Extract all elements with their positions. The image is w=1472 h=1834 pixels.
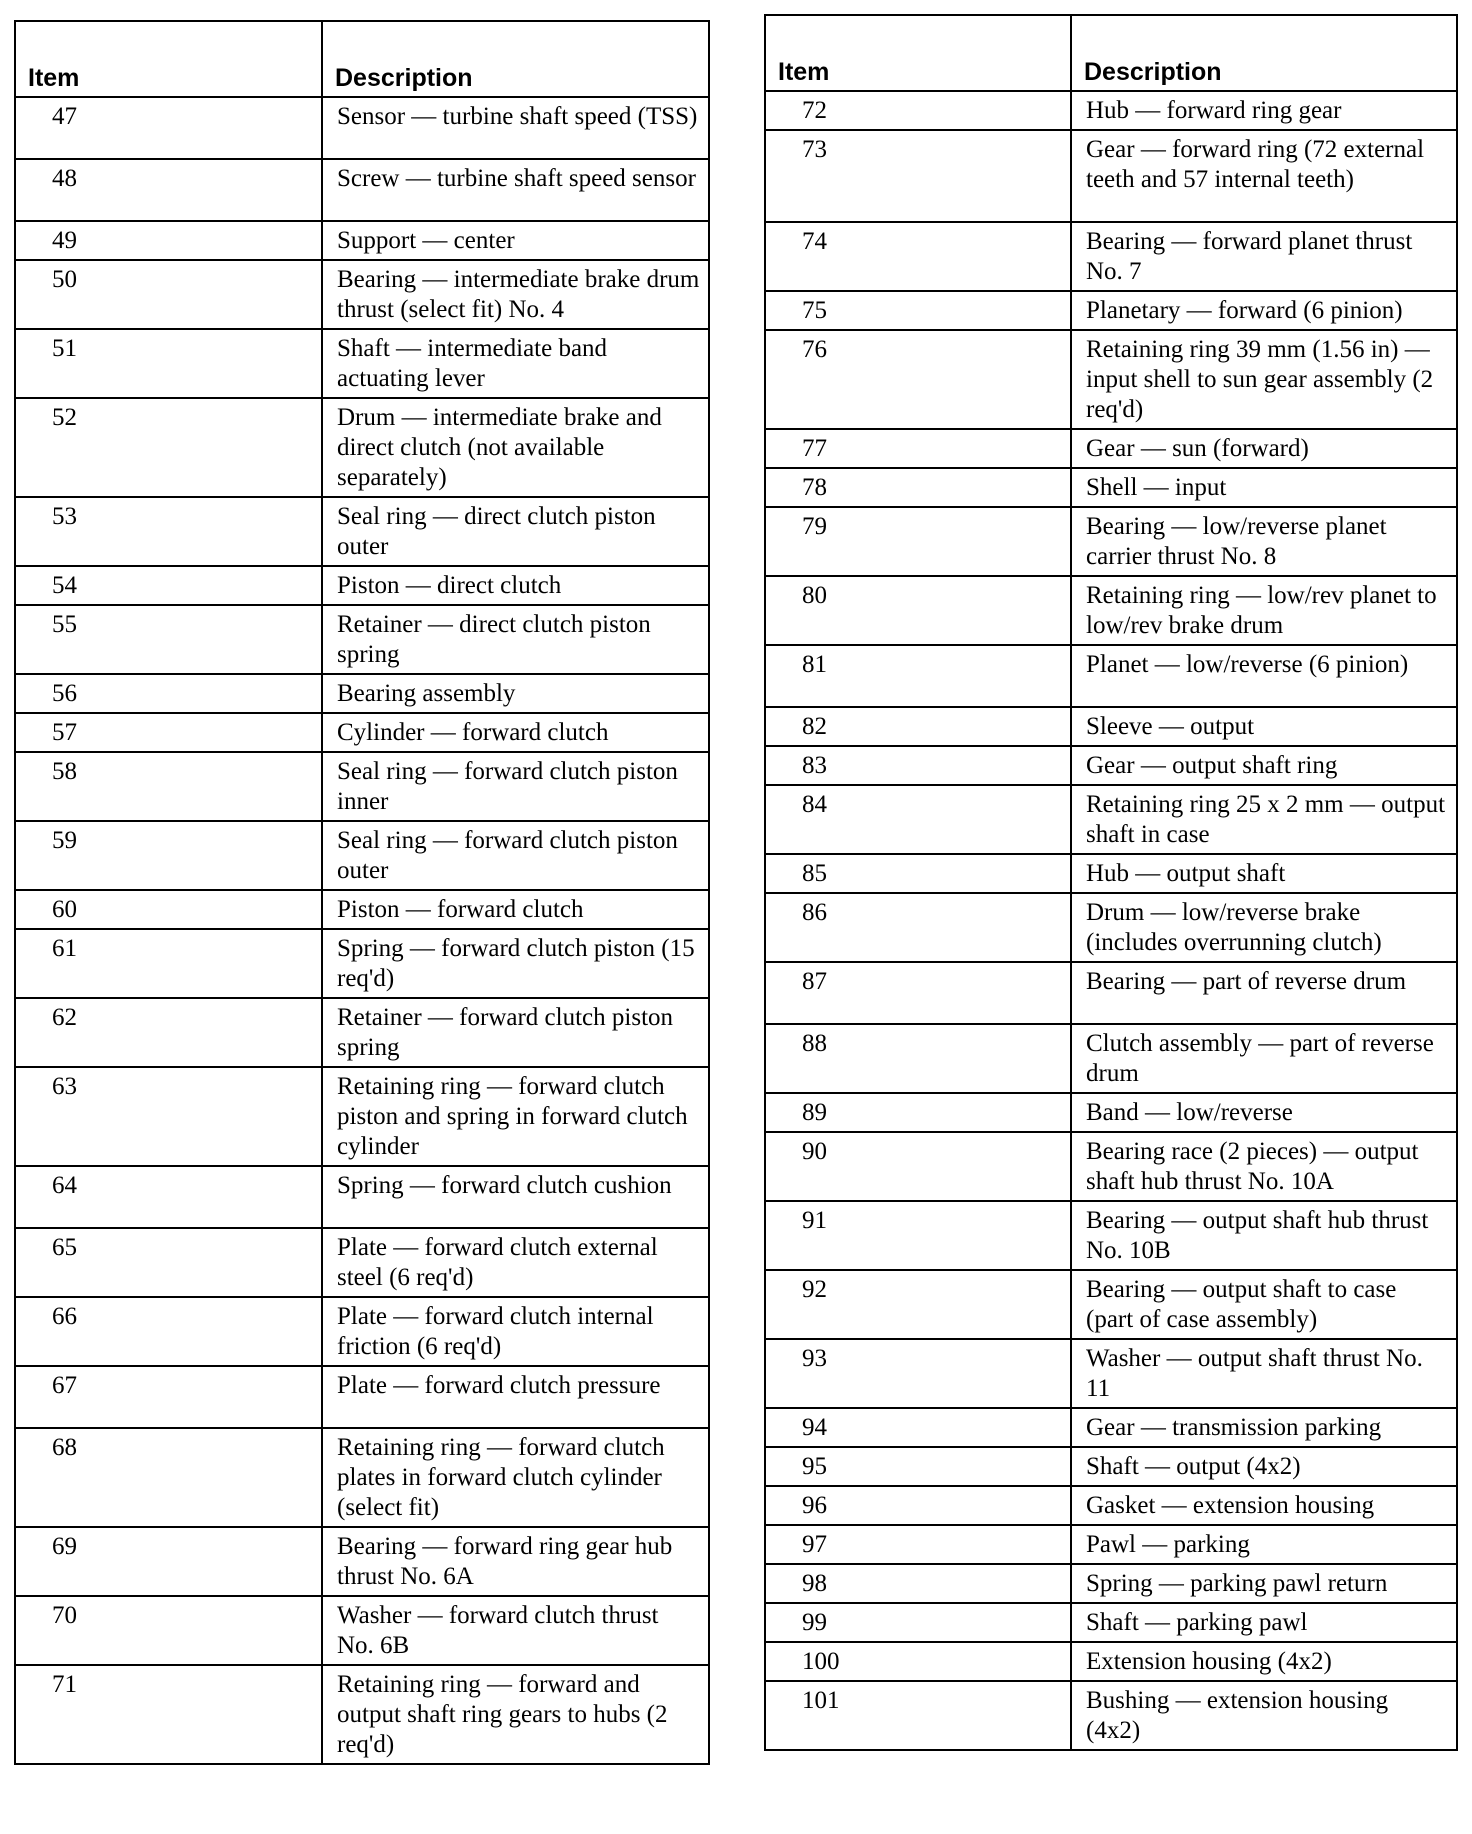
table-row bbox=[765, 222, 1457, 291]
item-number: 52 bbox=[15, 398, 322, 497]
item-description: Washer — forward clutch thrust No. 6B bbox=[322, 1596, 709, 1665]
table-row bbox=[765, 1024, 1457, 1093]
table-row bbox=[15, 1166, 709, 1228]
table-row bbox=[765, 291, 1457, 330]
item-description: Washer — output shaft thrust No. 11 bbox=[1071, 1339, 1457, 1408]
table-row bbox=[765, 962, 1457, 1024]
table-row bbox=[765, 1408, 1457, 1447]
item-number: 66 bbox=[15, 1297, 322, 1366]
item-description: Planet — low/reverse (6 pinion) bbox=[1071, 645, 1457, 707]
item-header: Item bbox=[765, 15, 1071, 91]
table-row bbox=[765, 1486, 1457, 1525]
item-description: Plate — forward clutch pressure bbox=[322, 1366, 709, 1428]
item-number: 59 bbox=[15, 821, 322, 890]
item-description: Spring — forward clutch cushion bbox=[322, 1166, 709, 1228]
item-number: 86 bbox=[765, 893, 1071, 962]
item-number: 96 bbox=[765, 1486, 1071, 1525]
item-description: Sleeve — output bbox=[1071, 707, 1457, 746]
table-row bbox=[15, 752, 709, 821]
item-description: Plate — forward clutch external steel (6 req'd) bbox=[322, 1228, 709, 1297]
item-description: Clutch assembly — part of reverse drum bbox=[1071, 1024, 1457, 1093]
table-row bbox=[765, 1603, 1457, 1642]
item-number: 84 bbox=[765, 785, 1071, 854]
item-description: Spring — parking pawl return bbox=[1071, 1564, 1457, 1603]
item-number: 54 bbox=[15, 566, 322, 605]
table-row bbox=[15, 398, 709, 497]
item-description: Bearing — forward ring gear hub thrust No. 6A bbox=[322, 1527, 709, 1596]
item-description: Retaining ring 25 x 2 mm — output shaft in case bbox=[1071, 785, 1457, 854]
item-number: 101 bbox=[765, 1681, 1071, 1750]
item-description: Cylinder — forward clutch bbox=[322, 713, 709, 752]
item-description: Support — center bbox=[322, 221, 709, 260]
item-description: Shaft — intermediate band actuating lever bbox=[322, 329, 709, 398]
table-row bbox=[15, 1428, 709, 1527]
table-row bbox=[15, 497, 709, 566]
item-description: Drum — low/reverse brake (includes overrunning clutch) bbox=[1071, 893, 1457, 962]
table-row bbox=[15, 1665, 709, 1764]
table-row bbox=[765, 893, 1457, 962]
item-number: 80 bbox=[765, 576, 1071, 645]
item-number: 77 bbox=[765, 429, 1071, 468]
item-number: 71 bbox=[15, 1665, 322, 1764]
item-description: Bushing — extension housing (4x2) bbox=[1071, 1681, 1457, 1750]
item-number: 55 bbox=[15, 605, 322, 674]
item-number: 92 bbox=[765, 1270, 1071, 1339]
item-description: Gear — forward ring (72 external teeth and 57 internal teeth) bbox=[1071, 130, 1457, 222]
item-number: 100 bbox=[765, 1642, 1071, 1681]
header-row bbox=[765, 15, 1457, 91]
item-number: 76 bbox=[765, 330, 1071, 429]
table-row bbox=[765, 91, 1457, 130]
table-row bbox=[765, 645, 1457, 707]
item-number: 88 bbox=[765, 1024, 1071, 1093]
table-row bbox=[765, 707, 1457, 746]
table-row bbox=[15, 221, 709, 260]
item-number: 67 bbox=[15, 1366, 322, 1428]
item-number: 81 bbox=[765, 645, 1071, 707]
item-number: 69 bbox=[15, 1527, 322, 1596]
item-number: 94 bbox=[765, 1408, 1071, 1447]
item-number: 47 bbox=[15, 97, 322, 159]
item-number: 91 bbox=[765, 1201, 1071, 1270]
item-description: Hub — forward ring gear bbox=[1071, 91, 1457, 130]
item-description: Seal ring — forward clutch piston outer bbox=[322, 821, 709, 890]
item-number: 97 bbox=[765, 1525, 1071, 1564]
item-description: Bearing — forward planet thrust No. 7 bbox=[1071, 222, 1457, 291]
item-description: Retaining ring 39 mm (1.56 in) — input shell to sun gear assembly (2 req'd) bbox=[1071, 330, 1457, 429]
table-row bbox=[15, 890, 709, 929]
item-number: 63 bbox=[15, 1067, 322, 1166]
table-row bbox=[15, 97, 709, 159]
item-number: 79 bbox=[765, 507, 1071, 576]
item-number: 93 bbox=[765, 1339, 1071, 1408]
table-row bbox=[765, 1339, 1457, 1408]
item-description: Gasket — extension housing bbox=[1071, 1486, 1457, 1525]
item-description: Seal ring — direct clutch piston outer bbox=[322, 497, 709, 566]
item-number: 53 bbox=[15, 497, 322, 566]
item-number: 89 bbox=[765, 1093, 1071, 1132]
item-description: Hub — output shaft bbox=[1071, 854, 1457, 893]
item-description: Retaining ring — forward clutch piston and spring in forward clutch cylinder bbox=[322, 1067, 709, 1166]
item-number: 51 bbox=[15, 329, 322, 398]
table-row bbox=[765, 1525, 1457, 1564]
table-row bbox=[765, 330, 1457, 429]
item-description: Bearing — low/reverse planet carrier thrust No. 8 bbox=[1071, 507, 1457, 576]
table-row bbox=[15, 821, 709, 890]
item-number: 62 bbox=[15, 998, 322, 1067]
item-number: 68 bbox=[15, 1428, 322, 1527]
item-description: Spring — forward clutch piston (15 req'd) bbox=[322, 929, 709, 998]
table-row bbox=[15, 1228, 709, 1297]
item-number: 90 bbox=[765, 1132, 1071, 1201]
item-description: Planetary — forward (6 pinion) bbox=[1071, 291, 1457, 330]
table-row bbox=[765, 1201, 1457, 1270]
item-description: Gear — transmission parking bbox=[1071, 1408, 1457, 1447]
item-number: 73 bbox=[765, 130, 1071, 222]
item-number: 64 bbox=[15, 1166, 322, 1228]
table-row bbox=[765, 1093, 1457, 1132]
item-description: Band — low/reverse bbox=[1071, 1093, 1457, 1132]
item-number: 83 bbox=[765, 746, 1071, 785]
item-description: Retaining ring — forward clutch plates in forward clutch cylinder (select fit) bbox=[322, 1428, 709, 1527]
item-number: 75 bbox=[765, 291, 1071, 330]
table-row bbox=[15, 1366, 709, 1428]
item-description: Bearing assembly bbox=[322, 674, 709, 713]
table-row bbox=[15, 998, 709, 1067]
description-header: Description bbox=[322, 21, 709, 97]
table-row bbox=[765, 854, 1457, 893]
item-number: 99 bbox=[765, 1603, 1071, 1642]
item-description: Pawl — parking bbox=[1071, 1525, 1457, 1564]
table-row bbox=[765, 468, 1457, 507]
item-description: Bearing — part of reverse drum bbox=[1071, 962, 1457, 1024]
table-row bbox=[765, 429, 1457, 468]
table-row bbox=[15, 159, 709, 221]
item-description: Screw — turbine shaft speed sensor bbox=[322, 159, 709, 221]
item-description: Bearing race (2 pieces) — output shaft hub thrust No. 10A bbox=[1071, 1132, 1457, 1201]
item-description: Retainer — direct clutch piston spring bbox=[322, 605, 709, 674]
item-number: 50 bbox=[15, 260, 322, 329]
item-number: 57 bbox=[15, 713, 322, 752]
table-row bbox=[15, 674, 709, 713]
item-description: Bearing — output shaft to case (part of case assembly) bbox=[1071, 1270, 1457, 1339]
item-description: Piston — forward clutch bbox=[322, 890, 709, 929]
item-description: Piston — direct clutch bbox=[322, 566, 709, 605]
table-row bbox=[15, 1297, 709, 1366]
description-header: Description bbox=[1071, 15, 1457, 91]
item-number: 98 bbox=[765, 1564, 1071, 1603]
table-row bbox=[765, 1132, 1457, 1201]
item-description: Drum — intermediate brake and direct clutch (not available separately) bbox=[322, 398, 709, 497]
item-number: 58 bbox=[15, 752, 322, 821]
table-row bbox=[15, 713, 709, 752]
item-description: Retainer — forward clutch piston spring bbox=[322, 998, 709, 1067]
table-row bbox=[765, 576, 1457, 645]
item-description: Shell — input bbox=[1071, 468, 1457, 507]
item-number: 70 bbox=[15, 1596, 322, 1665]
item-description: Extension housing (4x2) bbox=[1071, 1642, 1457, 1681]
item-number: 60 bbox=[15, 890, 322, 929]
item-description: Bearing — intermediate brake drum thrust (select fit) No. 4 bbox=[322, 260, 709, 329]
table-row bbox=[15, 929, 709, 998]
item-number: 87 bbox=[765, 962, 1071, 1024]
item-number: 56 bbox=[15, 674, 322, 713]
item-number: 61 bbox=[15, 929, 322, 998]
table-row bbox=[765, 1270, 1457, 1339]
item-number: 95 bbox=[765, 1447, 1071, 1486]
table-row bbox=[15, 605, 709, 674]
item-header: Item bbox=[15, 21, 322, 97]
table-row bbox=[765, 746, 1457, 785]
table-row bbox=[765, 1681, 1457, 1750]
table-row bbox=[15, 260, 709, 329]
item-number: 48 bbox=[15, 159, 322, 221]
item-description: Bearing — output shaft hub thrust No. 10B bbox=[1071, 1201, 1457, 1270]
table-row bbox=[15, 329, 709, 398]
item-description: Shaft — parking pawl bbox=[1071, 1603, 1457, 1642]
table-row bbox=[765, 1447, 1457, 1486]
item-description: Seal ring — forward clutch piston inner bbox=[322, 752, 709, 821]
parts-table-right bbox=[764, 14, 1458, 1751]
table-row bbox=[15, 1067, 709, 1166]
item-number: 72 bbox=[765, 91, 1071, 130]
item-description: Shaft — output (4x2) bbox=[1071, 1447, 1457, 1486]
item-description: Retaining ring — low/rev planet to low/rev brake drum bbox=[1071, 576, 1457, 645]
table-row bbox=[765, 1642, 1457, 1681]
table-row bbox=[765, 1564, 1457, 1603]
table-row bbox=[15, 1527, 709, 1596]
item-description: Retaining ring — forward and output shaft ring gears to hubs (2 req'd) bbox=[322, 1665, 709, 1764]
table-row bbox=[765, 130, 1457, 222]
item-number: 65 bbox=[15, 1228, 322, 1297]
header-row bbox=[15, 21, 709, 97]
item-number: 82 bbox=[765, 707, 1071, 746]
item-description: Plate — forward clutch internal friction (6 req'd) bbox=[322, 1297, 709, 1366]
item-description: Sensor — turbine shaft speed (TSS) bbox=[322, 97, 709, 159]
table-row bbox=[765, 785, 1457, 854]
table-row bbox=[765, 507, 1457, 576]
item-number: 49 bbox=[15, 221, 322, 260]
item-description: Gear — sun (forward) bbox=[1071, 429, 1457, 468]
table-row bbox=[15, 1596, 709, 1665]
parts-table-left bbox=[14, 20, 710, 1765]
item-number: 78 bbox=[765, 468, 1071, 507]
item-description: Gear — output shaft ring bbox=[1071, 746, 1457, 785]
item-number: 74 bbox=[765, 222, 1071, 291]
table-row bbox=[15, 566, 709, 605]
item-number: 85 bbox=[765, 854, 1071, 893]
